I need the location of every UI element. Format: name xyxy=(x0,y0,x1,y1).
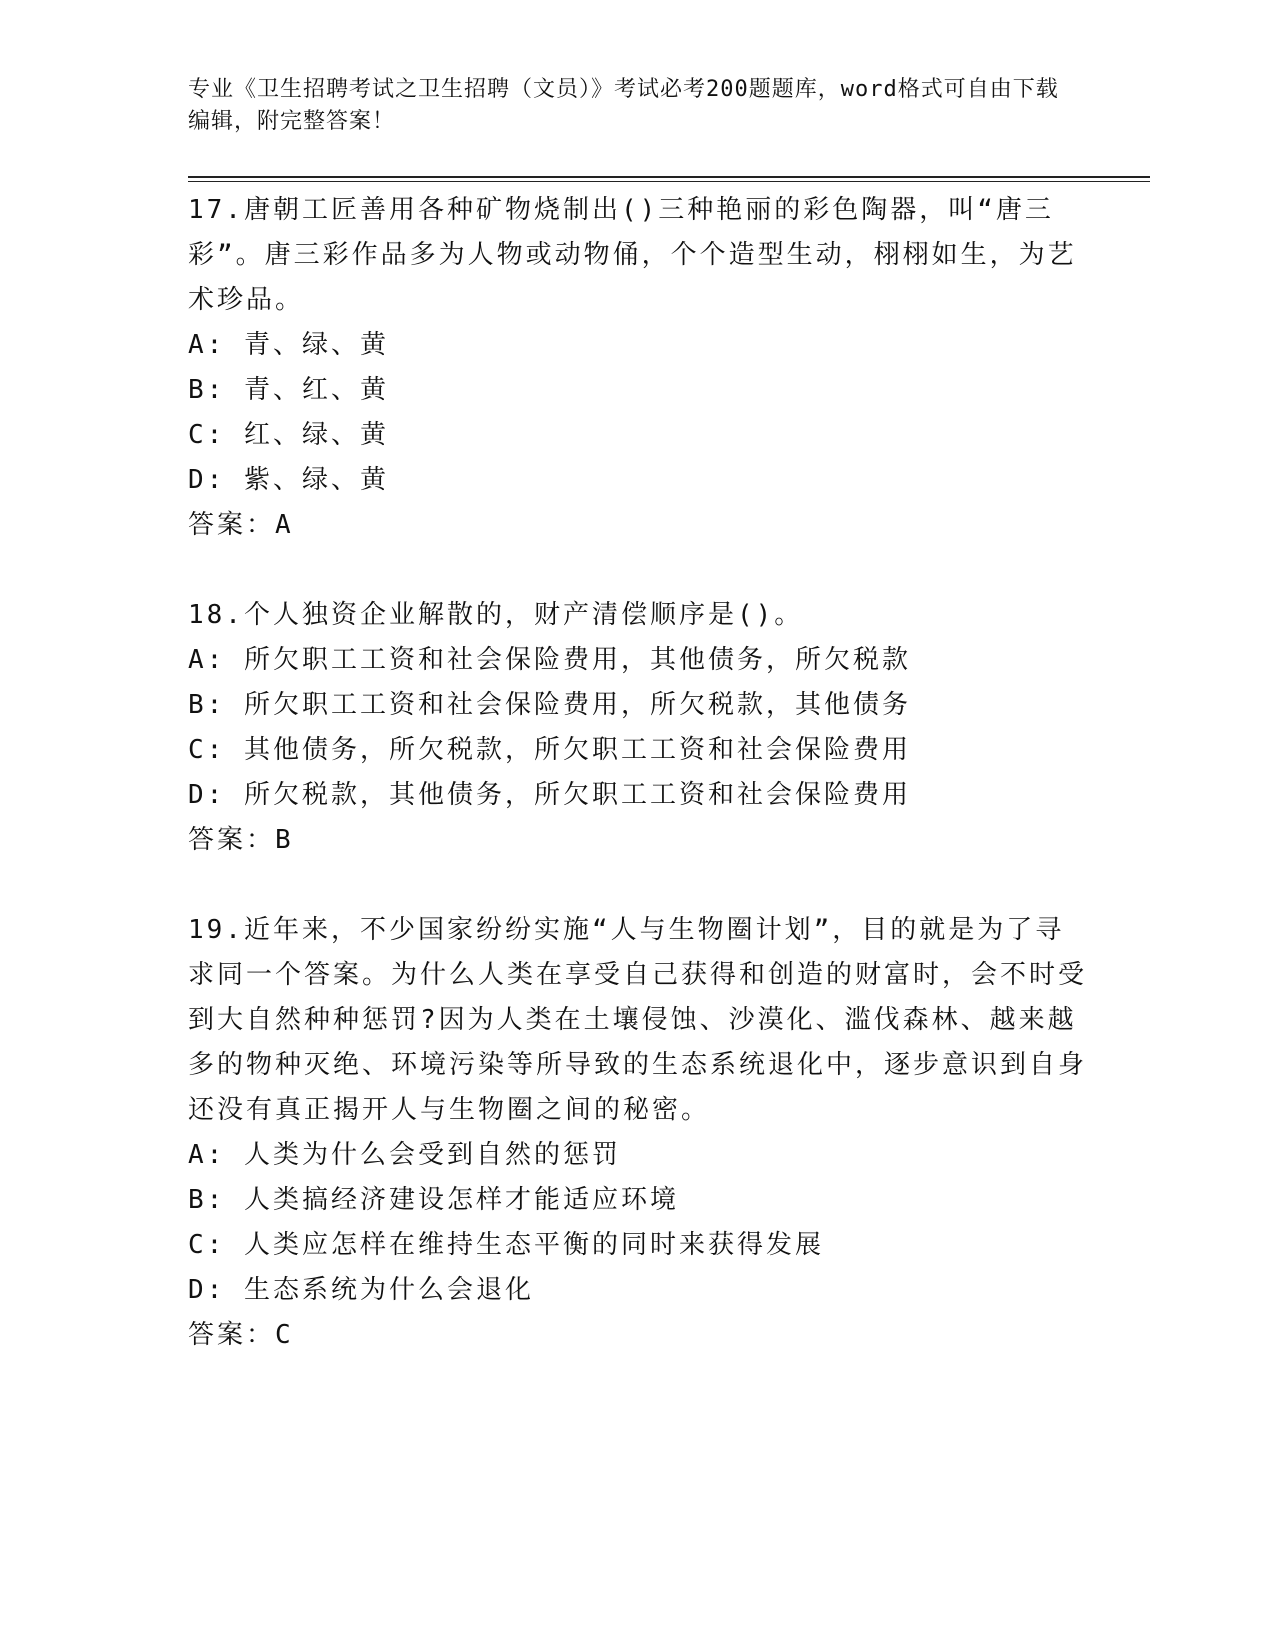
header-divider-thick xyxy=(188,176,1150,178)
option-a: A: 所欠职工工资和社会保险费用，其他债务，所欠税款 xyxy=(188,645,911,675)
question-text: 19.近年来，不少国家纷纷实施“人与生物圈计划”，目的就是为了寻求同一个答案。为什么人类在享受自己获得和创造的财富时，会不时受到大自然种种惩罚?因为人类在土壤侵蚀、沙漠化、滥伐森林、越来越多的物种灭绝、环境污染等所导致的生态系统退化中，逐步意识到自身还没有真正揭开人与生物圈之间的秘密。 xyxy=(188,915,1088,1125)
document-header: 专业《卫生招聘考试之卫生招聘（文员）》考试必考200题题库，word格式可自由下载编辑，附完整答案！ xyxy=(188,77,1059,134)
option-c: C: 人类应怎样在维持生态平衡的同时来获得发展 xyxy=(188,1230,824,1260)
option-a: A: 人类为什么会受到自然的惩罚 xyxy=(188,1140,621,1170)
question-text: 18.个人独资企业解散的，财产清偿顺序是()。 xyxy=(188,600,804,630)
question-list xyxy=(188,188,1088,1358)
option-d: D: 紫、绿、黄 xyxy=(188,465,389,495)
question-18 xyxy=(188,593,1088,863)
question-spacer xyxy=(188,863,1088,908)
header-divider-thin xyxy=(188,181,1150,182)
question-17 xyxy=(188,188,1088,548)
option-d: D: 所欠税款，其他债务，所欠职工工资和社会保险费用 xyxy=(188,780,911,810)
option-b: B: 人类搞经济建设怎样才能适应环境 xyxy=(188,1185,679,1215)
option-b: B: 青、红、黄 xyxy=(188,375,389,405)
answer-line: 答案：C xyxy=(188,1320,294,1350)
answer-line: 答案：A xyxy=(188,510,294,540)
answer-line: 答案：B xyxy=(188,825,294,855)
option-b: B: 所欠职工工资和社会保险费用，所欠税款，其他债务 xyxy=(188,690,911,720)
question-text: 17.唐朝工匠善用各种矿物烧制出()三种艳丽的彩色陶器，叫“唐三彩”。唐三彩作品多为人物或动物俑，个个造型生动，栩栩如生，为艺术珍品。 xyxy=(188,195,1077,315)
option-c: C: 其他债务，所欠税款，所欠职工工资和社会保险费用 xyxy=(188,735,911,765)
option-c: C: 红、绿、黄 xyxy=(188,420,389,450)
question-19 xyxy=(188,908,1088,1358)
option-a: A: 青、绿、黄 xyxy=(188,330,389,360)
option-d: D: 生态系统为什么会退化 xyxy=(188,1275,534,1305)
question-spacer xyxy=(188,548,1088,593)
